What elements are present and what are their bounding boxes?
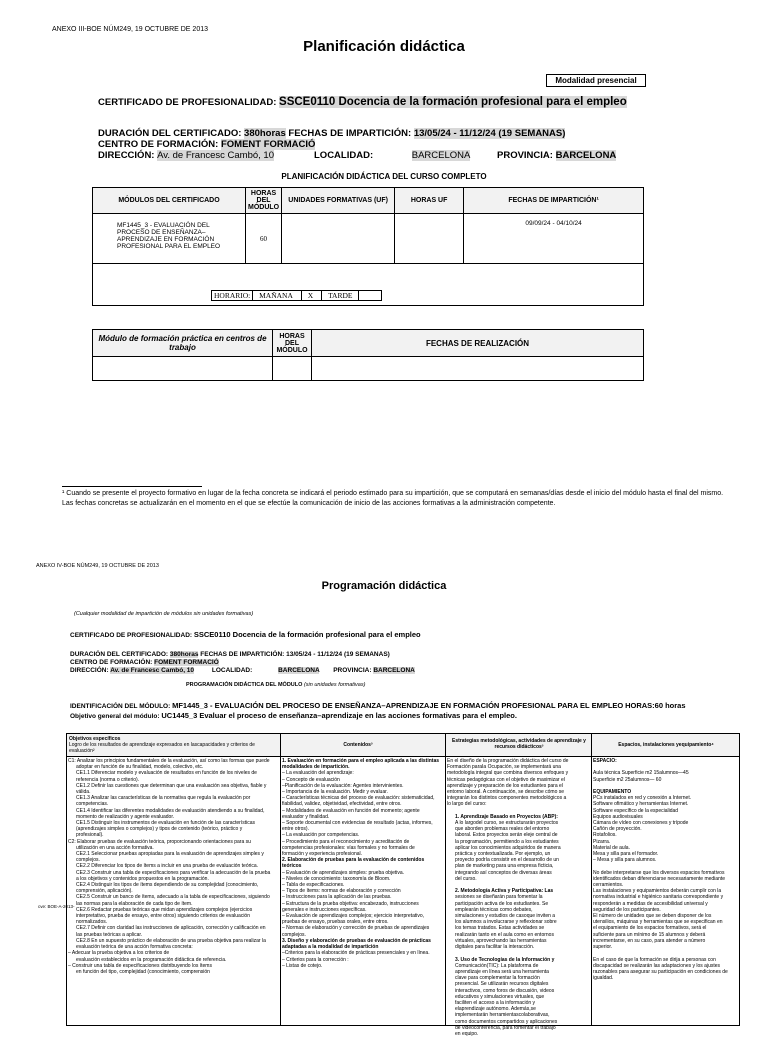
line-estrategias-43: de videoconferencia, para fomentar el trabajo	[455, 1024, 556, 1031]
line-contenidos-29: 3. Diseño y elaboración de pruebas de evaluación de prácticas	[282, 937, 431, 944]
localidad-value: BARCELONA	[411, 150, 471, 161]
line-contenidos-17: teóricos	[282, 863, 302, 870]
line-objetivos-33: – Construir una tabla de especificaciones distribuyendo los ítems	[68, 962, 212, 969]
tabla-modulos	[92, 187, 644, 306]
centro-label: CENTRO DE FORMACIÓN:	[98, 139, 219, 150]
ident-value: MF1445_3 - EVALUACIÓN DEL PROCESO DE ENSEÑANZA–APRENDIZAJE EN FORMACIÓN PROFESIONAL PARA EL EMPLEO	[172, 701, 624, 710]
line-objetivos-27: CE2.7 Definir con claridad las instrucciones de aplicación, corrección y calificación en	[76, 925, 266, 932]
localidad-label: LOCALIDAD:	[314, 150, 374, 161]
prog-title-text: PROGRAMACIÓN DIDÁCTICA DEL MÓDULO	[186, 682, 303, 688]
line-contenidos-16: 2. Elaboración de pruebas para la evaluación de contenidos	[282, 857, 425, 864]
line-estrategias-33: Comunicación(TIC): La plataforma de	[455, 962, 539, 969]
tabla-programacion	[66, 733, 740, 1037]
page-title-programacion: Programación didáctica	[321, 580, 447, 592]
page-title-planificacion: Planificación didáctica	[303, 38, 465, 55]
line-espacios-16: – Mesa y silla para alumnos.	[593, 857, 657, 864]
line-estrategias-26: los alumnos a involucrarse y reflexionar sobre	[455, 919, 557, 926]
line-objetivos-19: a los objetivos y contenidos propuestos en la programación.	[76, 875, 209, 882]
line-contenidos-15: formación y experiencia profesional.	[282, 851, 363, 858]
line-objetivos-22: CE2.5 Construir un banco de ítems, adecuado a la tabla de especificaciones, siguiendo	[76, 894, 270, 901]
col-divider-1	[280, 734, 281, 1025]
line-objetivos-15: CE2.1 Seleccionar pruebas apropiadas para la evaluación de aprendizajes simples y	[76, 851, 264, 858]
certificado-label: CERTIFICADO DE PROFESIONALIDAD:	[98, 97, 277, 108]
objetivo-value: UC1445_3 Evaluar el proceso de enseñanza–aprendizaje en las acciones formativas para el empleo.	[161, 711, 517, 720]
line-estrategias-29: virtuales, aprovechando las herramientas	[455, 937, 547, 944]
subtitle-modalidad: (Cualquier modalidad de impartición de módulos sin unidades formativas)	[74, 611, 254, 617]
line-contenidos-27: – Normas de elaboración y corrección de pruebas de aprendizajes	[282, 925, 430, 932]
line-contenidos-2: – La evaluación del aprendizaje:	[282, 770, 354, 777]
line-objetivos-10: CE1.5 Distinguir los instrumentos de evaluación en función de las características	[76, 820, 255, 827]
line-estrategias-0: En el diseño de la programación didáctica del curso de	[447, 758, 569, 764]
provincia-value-2: BARCELONA	[373, 667, 415, 674]
line-estrategias-21: 2. Metodología Activa y Participativa: Las	[455, 888, 554, 895]
line-espacios-7: Software ofimático y herramientas Internet.	[593, 801, 689, 808]
horario-box	[211, 290, 382, 301]
line-contenidos-1: modalidades de impartición.	[282, 764, 350, 771]
line-contenidos-23: – Estructura de la prueba objetiva: encabezado, instrucciones	[282, 900, 419, 907]
line-estrategias-38: educativos y simulaciones virtuales, que	[455, 993, 545, 1000]
provincia-label: PROVINCIA:	[497, 150, 553, 161]
line-objetivos-34: en función del tipo, complejidad (conocimiento, comprensión	[76, 968, 210, 975]
certificado-value: SSCE0110 Docencia de la formación profesional para el empleo	[279, 96, 627, 108]
col-espacios	[593, 758, 738, 981]
line-contenidos-21: – Tipos de ítems: normas de elaboración y corrección	[282, 888, 401, 895]
line-contenidos-4: –Planificación de la evaluación: Agentes intervinientes.	[282, 782, 404, 789]
direccion-value: Av. de Francesc Cambó, 10	[157, 150, 274, 161]
line-objetivos-0: C1: Analizar los principios fundamentales de la evaluación, así como las formas que puede	[68, 758, 270, 764]
line-espacios-20: cerramientos.	[593, 882, 624, 889]
celda-practica-horas	[273, 357, 312, 381]
th-contenidos: Contenidos³	[343, 742, 373, 748]
line-espacios-27: el equipamiento de los espacios formativos, será el	[593, 925, 707, 932]
line-objetivos-14: utilización en una acción formativa.	[76, 844, 154, 851]
line-espacios-19: identificados deban diferenciarse necesariamente mediante	[593, 875, 726, 882]
line-estrategias-13: la programación, permitiendo a los estudiantes	[455, 838, 559, 845]
line-objetivos-28: las pruebas teóricas a aplicar.	[76, 931, 143, 938]
line-estrategias-24: emplearán técnicas como debates,	[455, 906, 533, 913]
line-estrategias-23: participación activa de los estudiantes. Se	[455, 900, 549, 907]
line-estrategias-14: aplicar los conocimientos adquiridos de manera	[455, 844, 561, 851]
th-modulos: MÓDULOS DEL CERTIFICADO	[93, 188, 246, 214]
line-objetivos-4: CE1.2 Definir las cuestiones que determinan que una evaluación sea objetiva, fiable y	[76, 782, 267, 789]
fechas-label: FECHAS DE IMPARTICIÓN:	[288, 128, 412, 139]
line-contenidos-19: – Niveles de conocimiento: taxonomía de Bloom.	[282, 875, 391, 882]
line-objetivos-5: válida.	[76, 789, 91, 796]
manana-label: MAÑANA	[252, 291, 299, 300]
line-contenidos-32: – Criterios para la corrección :	[282, 956, 349, 963]
th-horas: HORAS DEL MÓDULO	[246, 188, 282, 214]
th-horas-uf: HORAS UF	[395, 188, 464, 214]
line-espacios-29: incrementarse, en su caso, para atender a número	[593, 937, 706, 944]
line-espacios-10: Cámara de vídeo con conexiones y trípode	[593, 820, 689, 827]
line-contenidos-28: complejos.	[282, 931, 306, 938]
line-objetivos-6: CE1.3 Analizar las características de la normativa que regula la evaluación por	[76, 795, 251, 802]
th-objetivos-sub: Logro de los resultados de aprendizaje expresados en lascapacidades y criterios de evaluación²	[69, 742, 255, 755]
celda-practica-modulo	[93, 357, 273, 381]
col-objetivos	[68, 758, 279, 975]
line-espacios-8: Software específico de la especialidad	[593, 807, 679, 814]
prog-title-note: (sin unidades formativas)	[303, 682, 366, 688]
line-contenidos-5: – Importancia de la evaluación. Medir y evaluar.	[282, 789, 388, 796]
line-objetivos-1: adoptar en función de su finalidad, modelo, colectivo, etc.	[76, 764, 204, 771]
line-objetivos-13: C2: Elaborar pruebas de evaluación teórica, proporcionando orientaciones para su	[68, 838, 251, 845]
col-divider-2	[445, 734, 446, 1025]
th-uf: UNIDADES FORMATIVAS (UF)	[282, 188, 395, 214]
line-estrategias-15: práctica y contextualizada. Por ejemplo, un	[455, 851, 551, 858]
line-contenidos-31: –Criterios para la elaboración de prácticas presenciales y en línea.	[282, 950, 430, 957]
direccion-label: DIRECCIÓN:	[98, 150, 155, 161]
line-espacios-22: normativa industrial e higiénico sanitaria correspondiente y	[593, 894, 724, 901]
duracion-label-2: DURACIÓN DEL CERTIFICADO:	[70, 651, 169, 658]
line-estrategias-1: Formación paraIa Ocupación, se implementará una	[447, 764, 561, 771]
line-objetivos-30: evaluación teórica de una acción formativa concreta:	[76, 944, 193, 951]
certificado-line	[98, 96, 627, 108]
centro-value: FOMENT FORMACIÓ	[220, 139, 316, 150]
line-estrategias-42: como documentos compartidos y aplicaciones	[455, 1018, 558, 1025]
line-estrategias-32: 3. Uso de Tecnologías de la Información y	[455, 956, 555, 963]
centro-value-2: FOMENT FORMACIÓ	[154, 659, 219, 666]
line-espacios-34: razonables para asegurar su participación en condiciones de	[593, 968, 728, 975]
line-espacios-3: Superficie m2 25alumnos— 60	[593, 776, 662, 783]
plan-title: PLANIFICACIÓN DIDÁCTICA DEL CURSO COMPLETO	[281, 172, 487, 181]
line-objetivos-26: normalizados.	[76, 919, 108, 926]
line-objetivos-12: profesional).	[76, 832, 104, 839]
line-contenidos-6: – Características técnicas del proceso de evaluación: sistematicidad,	[282, 795, 435, 802]
celda-modulo: MF1445_3 - EVALUACIÓN DEL PROCESO DE ENSEÑANZA–APRENDIZAJE EN FORMACIÓN PROFESIONAL PARA EL EMPLEO	[93, 214, 246, 264]
ident-modulo	[70, 701, 686, 721]
line-contenidos-0: 1. Evaluación en formación para el empleo aplicada a las distintas	[282, 758, 440, 764]
line-espacios-13: Pizarra.	[593, 838, 611, 845]
line-espacios-9: Equipos audiovisuales	[593, 813, 643, 820]
fechas-label-2: FECHAS DE IMPARTICIÓN:	[200, 651, 285, 658]
line-objetivos-32: evaluación establecidos en la programación didáctica de referencia.	[76, 956, 227, 963]
line-contenidos-12: – La evaluación por competencias.	[282, 832, 360, 839]
line-objetivos-7: competencias.	[76, 801, 109, 808]
th-fechas: FECHAS DE IMPARTICIÓN¹	[464, 188, 644, 214]
line-espacios-12: Rotafolios.	[593, 832, 617, 839]
annex-header-2: ANEXO IV-BOE NÚM249, 19 OCTUBRE DE 2013	[36, 563, 159, 569]
line-contenidos-13: – Procedimiento para el reconocimiento y acreditación de	[282, 838, 410, 845]
line-estrategias-36: presencial. Se utilizarán recursos digitales	[455, 981, 549, 988]
prog-title	[186, 682, 365, 688]
line-espacios-18: No debe interpretarse que los diversos espacios formativos	[593, 869, 725, 876]
celda-uf	[282, 214, 395, 264]
line-estrategias-4: aprendizaje y preparación de los estudiantes para el	[447, 782, 563, 789]
line-espacios-0: ESPACIO:	[593, 758, 617, 764]
objetivo-label: Objetivo general del módulo:	[70, 713, 160, 720]
line-estrategias-11: que aborden problemas reales del entorno	[455, 826, 550, 833]
tarde-label: TARDE	[321, 291, 358, 300]
tabla-practica	[92, 329, 644, 381]
ident-label: IDENTIFICACIÓN DEL MÓDULO:	[70, 703, 171, 710]
line-estrategias-5: entorno laboral. A continuación, se describe cómo se	[447, 789, 565, 796]
line-objetivos-23: las normas para la elaboración de cada tipo de ítem.	[76, 900, 193, 907]
line-espacios-32: En el caso de que la formación se dirija a personas con	[593, 956, 716, 963]
line-contenidos-10: – Soporte documental con evidencias de resultado (actas, informes,	[282, 820, 433, 827]
line-espacios-11: Cañón de proyección.	[593, 826, 642, 833]
line-contenidos-25: – Evaluación de aprendizajes complejos; ejercicio interpretativo,	[282, 913, 425, 920]
duracion-value-2: 380horas	[169, 651, 199, 658]
th-estrategias: Estrategias metodológicas, actividades de aprendizaje y recursos didácticos³	[452, 738, 586, 751]
line-contenidos-33: – Listas de cotejo.	[282, 962, 323, 969]
tarde-check	[358, 291, 379, 300]
celda-fechas: 09/09/24 - 04/10/24	[464, 214, 644, 264]
line-espacios-33: discapacidad se realizarán las adaptaciones y los ajustes	[593, 962, 721, 969]
line-objetivos-24: CE2.6 Redactar pruebas teóricas que midan aprendizajes complejos (ejercicios	[76, 906, 253, 913]
line-objetivos-11: (aprendizajes simples o complejos) y tipos de contenido (teórico, práctico y	[76, 826, 243, 833]
line-contenidos-8: – Modalidades de evaluación en función del momento; agente	[282, 807, 420, 814]
line-espacios-23: responderán a medidas de accesibilidad universal y	[593, 900, 708, 907]
line-estrategias-28: realizarán tanto en el aula como en entornos	[455, 931, 554, 938]
line-contenidos-18: – Evaluación de aprendizajes simples: prueba objetiva.	[282, 869, 405, 876]
line-espacios-25: El número de unidades que se deben disponer de los	[593, 913, 712, 920]
localidad-line	[314, 150, 616, 161]
line-contenidos-30: adaptadas a la modalidad de impartición	[282, 944, 379, 951]
line-objetivos-17: CE2.2 Diferenciar los tipos de ítems a incluir en una prueba de evaluación teórica.	[76, 863, 259, 870]
fechas-value: 13/05/24 - 11/12/24 (19 SEMANAS)	[413, 128, 566, 139]
line-estrategias-12: laboral. Estos proyectos serán eleje central de	[455, 832, 558, 839]
line-objetivos-2: CE1.1 Diferenciar modelo y evaluación de resultados en función de los niveles de	[76, 770, 257, 777]
th-objetivos-title: Objetivos específicos	[69, 736, 121, 742]
line-espacios-6: PCs instalados en red y conexión a Internet.	[593, 795, 692, 802]
footnote: ¹ Cuando se presente el proyecto formativo en lugar de la fecha concreta se indicará el periodo estimado para su impartición, que se computará en semanas/días desde el inicio del módulo hasta el final del mismo. Las fechas concretas se actualizarán en el momento en el que se efectúe la comunicación de inicio de las acciones formativas a la administración competente.	[62, 490, 724, 507]
localidad-label-2: LOCALIDAD:	[211, 667, 253, 674]
celda-horas: 60	[246, 214, 282, 264]
th-fechas-realizacion: FECHAS DE REALIZACIÓN	[312, 330, 644, 357]
datos-curso-2	[70, 651, 415, 675]
annex-header-1: ANEXO III-BOE NÚM249, 19 OCTUBRE DE 2013	[52, 26, 208, 33]
th-modulo-practica: Módulo de formación práctica en centros de trabajo	[93, 330, 273, 357]
line-estrategias-10: A lo largodel curso, se estructurarán proyectos	[455, 820, 559, 827]
line-estrategias-16: proyecto podría consistir en el desarrollo de un	[455, 857, 559, 864]
line-espacios-26: utensilios, máquinas y herramientas que se especifican en	[593, 919, 723, 926]
line-espacios-14: Material de aula.	[593, 844, 630, 851]
line-contenidos-26: pruebas de ensayo, pruebas orales, entre otros.	[282, 919, 389, 926]
certificado-label-2: CERTIFICADO DE PROFESIONALIDAD:	[70, 632, 193, 639]
line-objetivos-8: CE1.4 Identificar las diferentes modalidades de evaluación atendiendo a su finalidad,	[76, 807, 265, 814]
th-horas-practica: HORAS DEL MÓDULO	[273, 330, 312, 357]
line-estrategias-17: plan de marketing para una empresa ficticia,	[455, 863, 554, 870]
line-espacios-28: suficiente para un mínimo de 15 alumnos y deberá	[593, 931, 706, 938]
modalidad-box: Modalidad presencial	[546, 74, 646, 87]
line-estrategias-40: elaprendizaje autónomo. Además,se	[455, 1006, 536, 1013]
horario-label: HORARIO:	[214, 291, 251, 300]
line-objetivos-3: referencia (norma o criterio).	[76, 776, 140, 783]
line-estrategias-3: técnicas pedagógicas con el objetivo de maximizar el	[447, 776, 565, 783]
line-espacios-21: Las instalaciones y equipamientos deberán cumplir con la	[593, 888, 722, 895]
line-estrategias-25: simulaciones y estudios de casoque inviten a	[455, 913, 556, 920]
line-estrategias-35: clave para complementar la formación	[455, 975, 540, 982]
line-contenidos-11: entre otros).	[282, 826, 309, 833]
line-estrategias-18: integrando así conceptos de diversas áreas	[455, 869, 552, 876]
line-objetivos-21: comprensión, aplicación).	[76, 888, 133, 895]
line-objetivos-9: momento de realización y agente evaluador.	[76, 813, 175, 820]
ident-hours: HORAS:60 horas	[625, 701, 686, 710]
line-estrategias-39: faciliten el acceso a la información y	[455, 999, 536, 1006]
line-objetivos-29: CE2.8 En un supuesto práctico de elaboración de una prueba objetiva para realizar la	[76, 937, 266, 944]
centro-label-2: CENTRO DE FORMACIÓN:	[70, 659, 153, 666]
line-espacios-2: Aula técnica Superficie m2 15alumnos—45	[593, 770, 689, 777]
line-objetivos-25: interpretativo, prueba de ensayo, entre otros) siguiendo criterios de evaluación	[76, 913, 250, 920]
line-estrategias-27: los temas tratados. Estas actividades se	[455, 925, 545, 932]
line-contenidos-3: – Concepto de evaluación	[282, 776, 340, 783]
provincia-value: BARCELONA	[555, 150, 617, 161]
line-contenidos-20: – Tabla de especificaciones.	[282, 882, 345, 889]
line-espacios-30: superior.	[593, 944, 613, 951]
line-contenidos-9: evaluador y finalidad.	[282, 813, 330, 820]
line-estrategias-37: interactivos, como foros de discusión, videos	[455, 987, 555, 994]
line-espacios-24: seguridad de los participantes.	[593, 906, 661, 913]
direccion-label-2: DIRECCIÓN:	[70, 667, 109, 674]
line-espacios-35: igualdad.	[593, 975, 614, 982]
line-contenidos-7: fiabilidad, validez, objetividad, efectividad, entre otros.	[282, 801, 402, 808]
footnote-divider	[62, 486, 202, 487]
line-espacios-5: EQUIPAMIENTO	[593, 789, 632, 796]
line-espacios-15: Mesa y silla para el formador.	[593, 851, 659, 858]
manana-check: X	[301, 291, 319, 300]
line-estrategias-41: implementarán herramientascolaborativas,	[455, 1012, 550, 1019]
line-estrategias-2: metodología integral que combina diversos enfoques y	[447, 770, 569, 777]
direccion-value-2: Av. de Francesc Cambó, 10	[110, 667, 195, 674]
col-divider-3	[591, 734, 592, 1025]
line-estrategias-34: aprendizaje en línea será una herramienta	[455, 968, 549, 975]
line-contenidos-22: – Instrucciones para la aplicación de las pruebas.	[282, 894, 392, 901]
line-contenidos-24: generales e instrucciones específicas.	[282, 906, 367, 913]
certificado-line-2	[70, 630, 421, 639]
line-estrategias-30: digitales para facilitar la interacción.	[455, 944, 535, 951]
duracion-label: DURACIÓN DEL CERTIFICADO:	[98, 128, 242, 139]
col-contenidos	[282, 758, 443, 969]
th-espacios: Espacios, instalaciones yequipamiento⁴	[618, 742, 714, 748]
line-estrategias-6: integrarán los distintos componentes metodológicos a	[447, 795, 567, 802]
fila-horario	[93, 264, 644, 306]
line-contenidos-14: competencias profesionales: vías formales y no formales de	[282, 844, 415, 851]
celda-horas-uf	[395, 214, 464, 264]
provincia-label-2: PROVINCIA:	[333, 667, 372, 674]
duracion-value: 380horas	[244, 128, 286, 139]
line-estrategias-19: del curso.	[455, 875, 477, 882]
line-objetivos-31: – Adecuar la prueba objetiva a los criterios de	[68, 950, 170, 957]
line-estrategias-7: lo largo del curso:	[447, 801, 487, 808]
col-estrategias	[447, 758, 589, 1037]
fechas-value-2: 13/05/24 - 11/12/24 (19 SEMANAS)	[286, 651, 390, 658]
localidad-value-2: BARCELONA	[278, 667, 320, 674]
line-estrategias-22: sesiones se diseñarán para fomentar la	[455, 894, 543, 901]
line-objetivos-18: CE2.3 Construir una tabla de especificaciones para verificar la adecuación de la prueba	[76, 869, 271, 876]
certificado-value-2: SSCE0110 Docencia de la formación profesional para el empleo	[193, 630, 421, 639]
line-estrategias-44: en equipo.	[455, 1030, 479, 1037]
celda-practica-fechas	[312, 357, 644, 381]
th-objetivos	[69, 736, 279, 755]
boe-side-note: cve: BOE-A-2013-	[38, 904, 75, 909]
line-objetivos-16: complejos.	[76, 857, 100, 864]
line-objetivos-20: CE2.4 Distinguir los tipos de ítems dependiendo de su complejidad (conocimiento,	[76, 882, 259, 889]
line-estrategias-9: 1. Aprendizaje Basado en Proyectos (ABP):	[455, 813, 558, 820]
